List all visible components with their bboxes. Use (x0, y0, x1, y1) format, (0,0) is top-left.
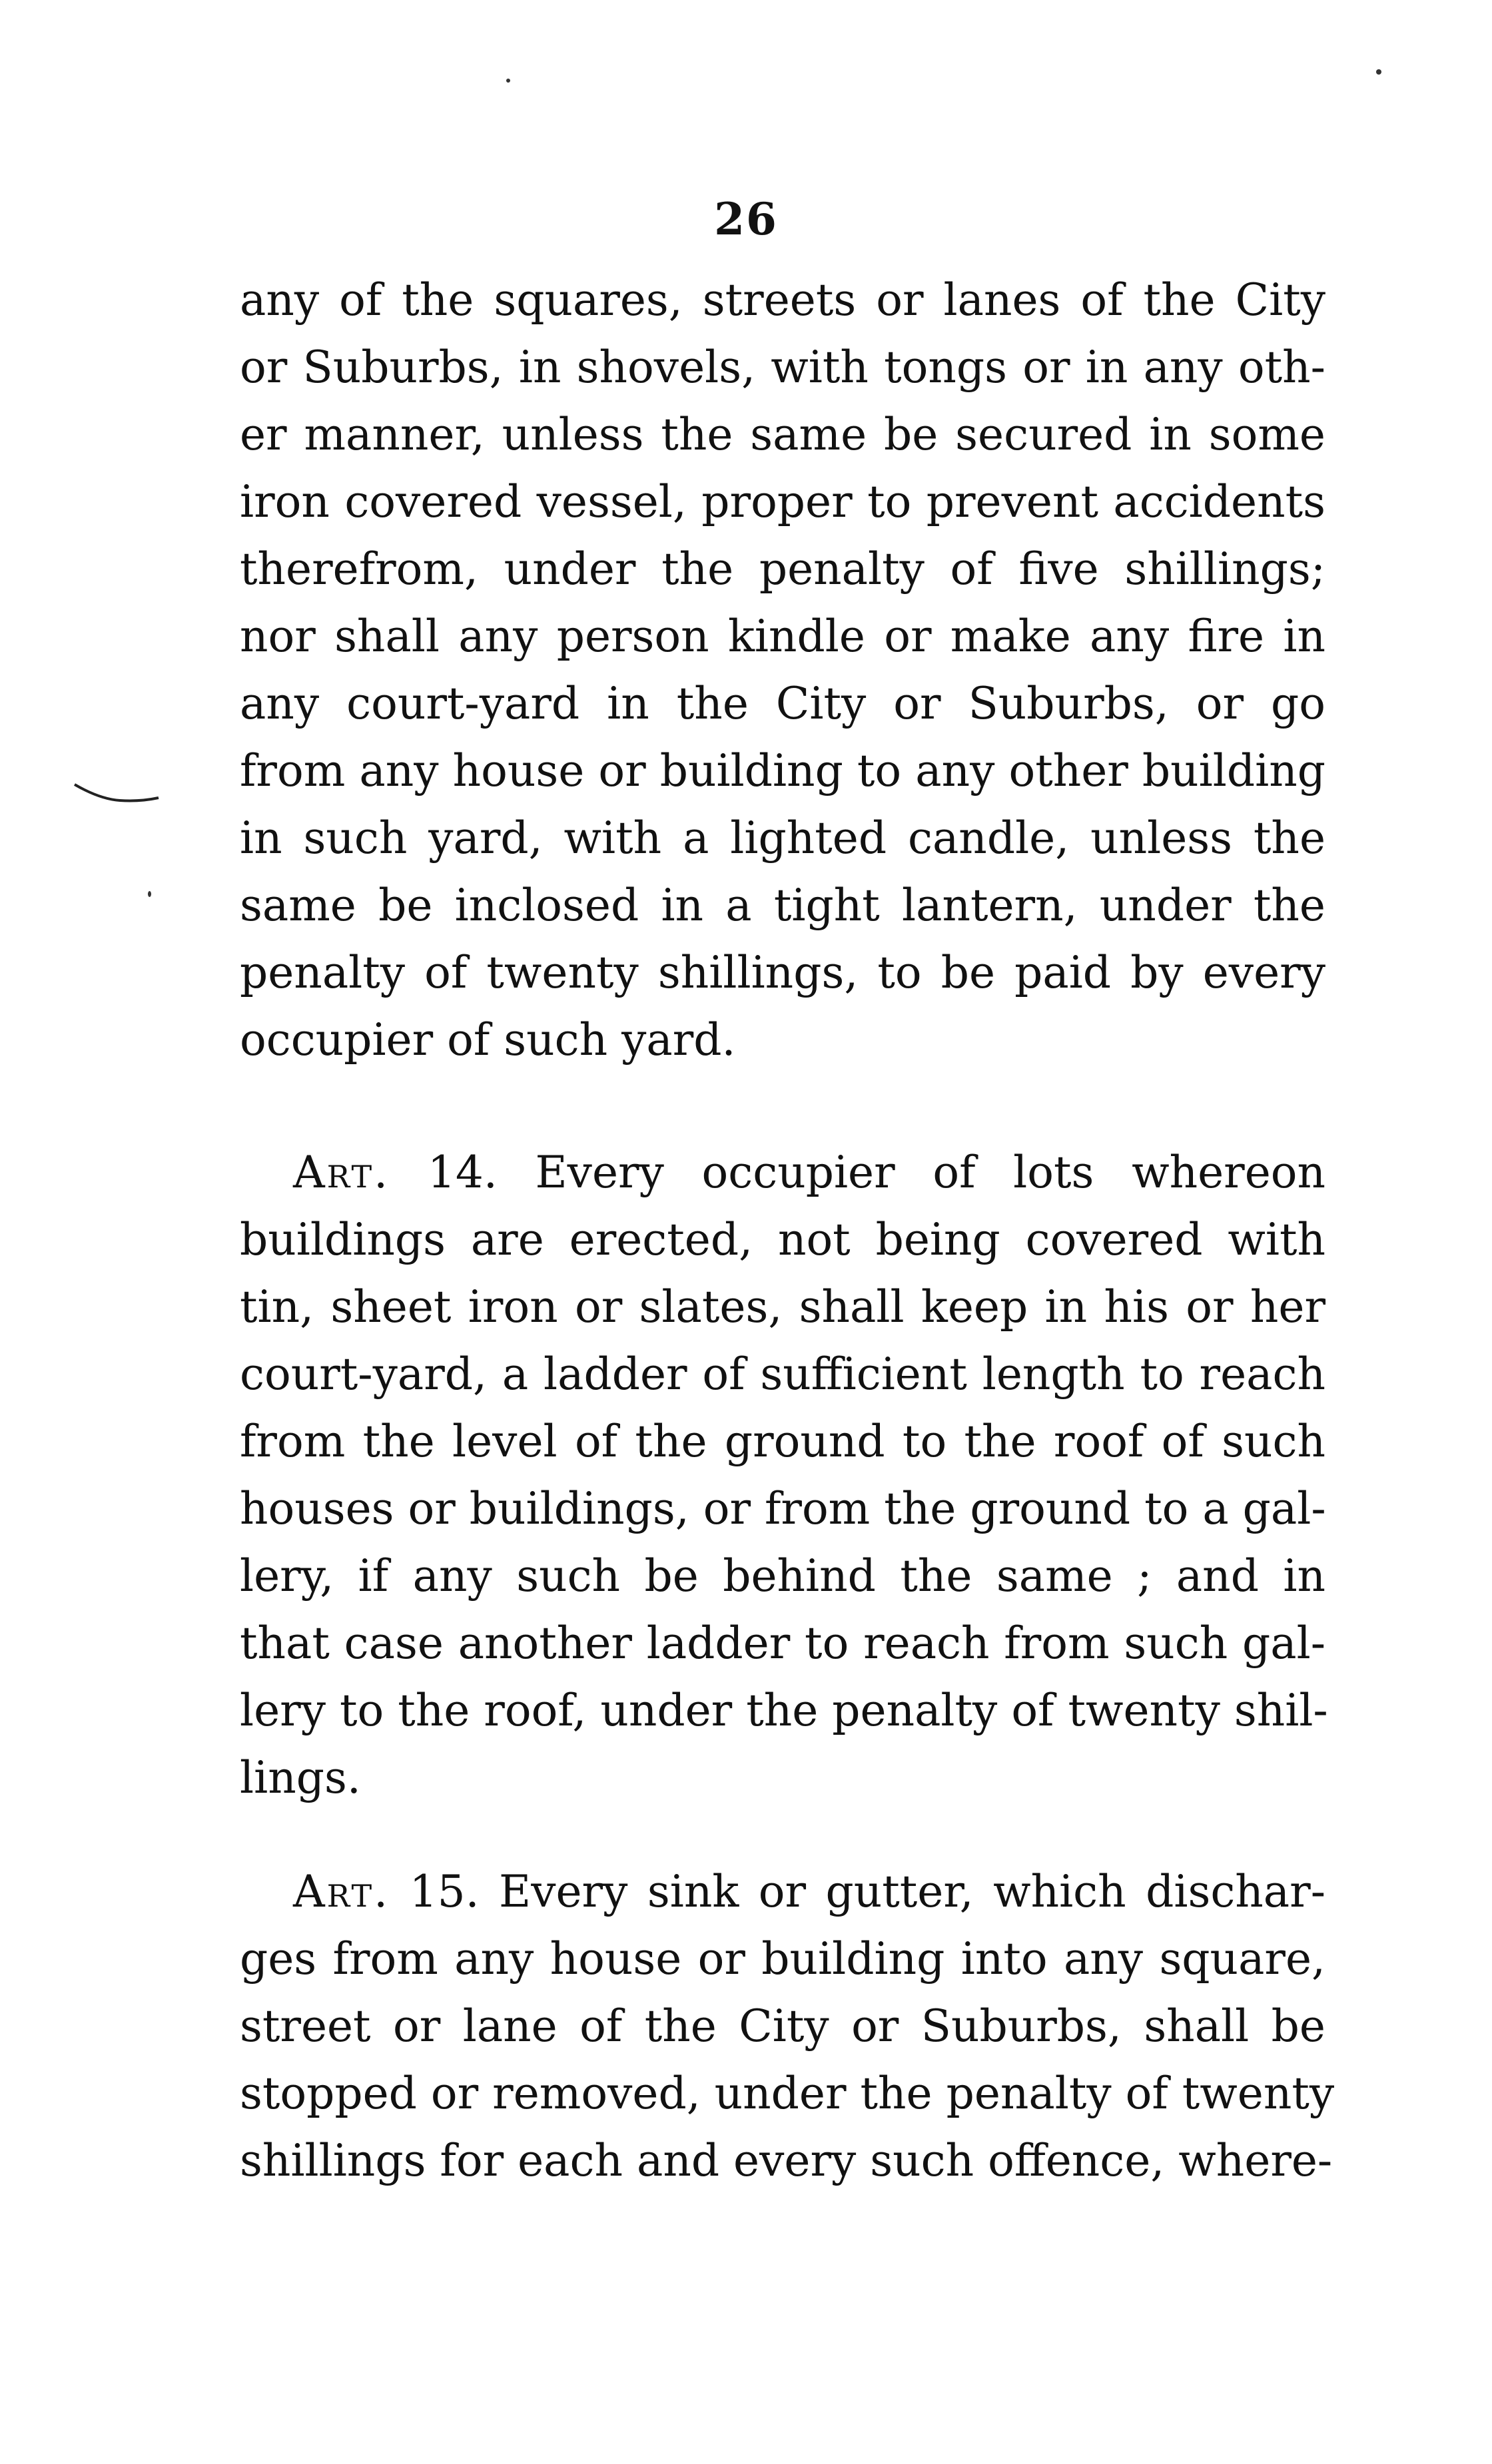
text-line: ges from any house or building into any square, (240, 1933, 1325, 1985)
text-line: lery, if any such be behind the same ; and in (240, 1550, 1325, 1602)
text-line: any of the squares, streets or lanes of the City (240, 274, 1325, 326)
article-number: 15. (409, 1866, 480, 1917)
text-line: er manner, unless the same be secured in some (240, 409, 1325, 460)
text-line-rest: Every sink or gutter, which dischar- (499, 1866, 1325, 1917)
page-number: 26 (714, 193, 778, 245)
text-line: shillings for each and every such offence, where- (240, 2135, 1333, 2186)
text-line: same be inclosed in a tight lantern, under the (240, 880, 1325, 931)
text-line: houses or buildings, or from the ground to a gal- (240, 1483, 1326, 1534)
text-line: stopped or removed, under the penalty of twenty (240, 2068, 1335, 2119)
article-label: Art. (293, 1147, 390, 1198)
scan-speck (506, 79, 510, 83)
text-line: in such yard, with a lighted candle, unless the (240, 812, 1325, 864)
text-line: iron covered vessel, proper to prevent accidents (240, 476, 1325, 527)
scan-speck (148, 891, 151, 897)
text-line: buildings are erected, not being covered with (240, 1214, 1325, 1265)
text-line: lings. (240, 1752, 361, 1803)
text-line: from the level of the ground to the roof of such (240, 1416, 1325, 1467)
article-heading-line (240, 1858, 1325, 1925)
text-line: that case another ladder to reach from such gal- (240, 1618, 1325, 1669)
text-line: any court-yard in the City or Suburbs, or go (240, 678, 1325, 729)
text-line: occupier of such yard. (240, 1014, 736, 1066)
article-heading-line (240, 1139, 1325, 1206)
text-line: tin, sheet iron or slates, shall keep in his or her (240, 1281, 1325, 1333)
text-line-rest: Every occupier of lots whereon (535, 1147, 1326, 1198)
margin-squiggle-mark (73, 779, 160, 806)
text-line: from any house or building to any other building (240, 745, 1325, 796)
article-number: 14. (427, 1147, 498, 1198)
article-14-paragraph (240, 1139, 1328, 1811)
text-line: street or lane of the City or Suburbs, shall be (240, 2001, 1325, 2052)
text-line: court-yard, a ladder of sufficient length to reach (240, 1349, 1325, 1400)
scan-speck (1376, 69, 1381, 75)
article-15-paragraph (240, 1858, 1335, 2194)
paragraph-continuation (240, 266, 1325, 1074)
text-line: penalty of twenty shillings, to be paid by every (240, 947, 1325, 998)
article-label: Art. (293, 1866, 390, 1917)
text-line: nor shall any person kindle or make any fire in (240, 611, 1325, 662)
text-line: or Suburbs, in shovels, with tongs or in any oth- (240, 342, 1325, 393)
text-line: therefrom, under the penalty of five shillings; (240, 543, 1325, 595)
text-line: lery to the roof, under the penalty of twenty shil- (240, 1685, 1328, 1736)
